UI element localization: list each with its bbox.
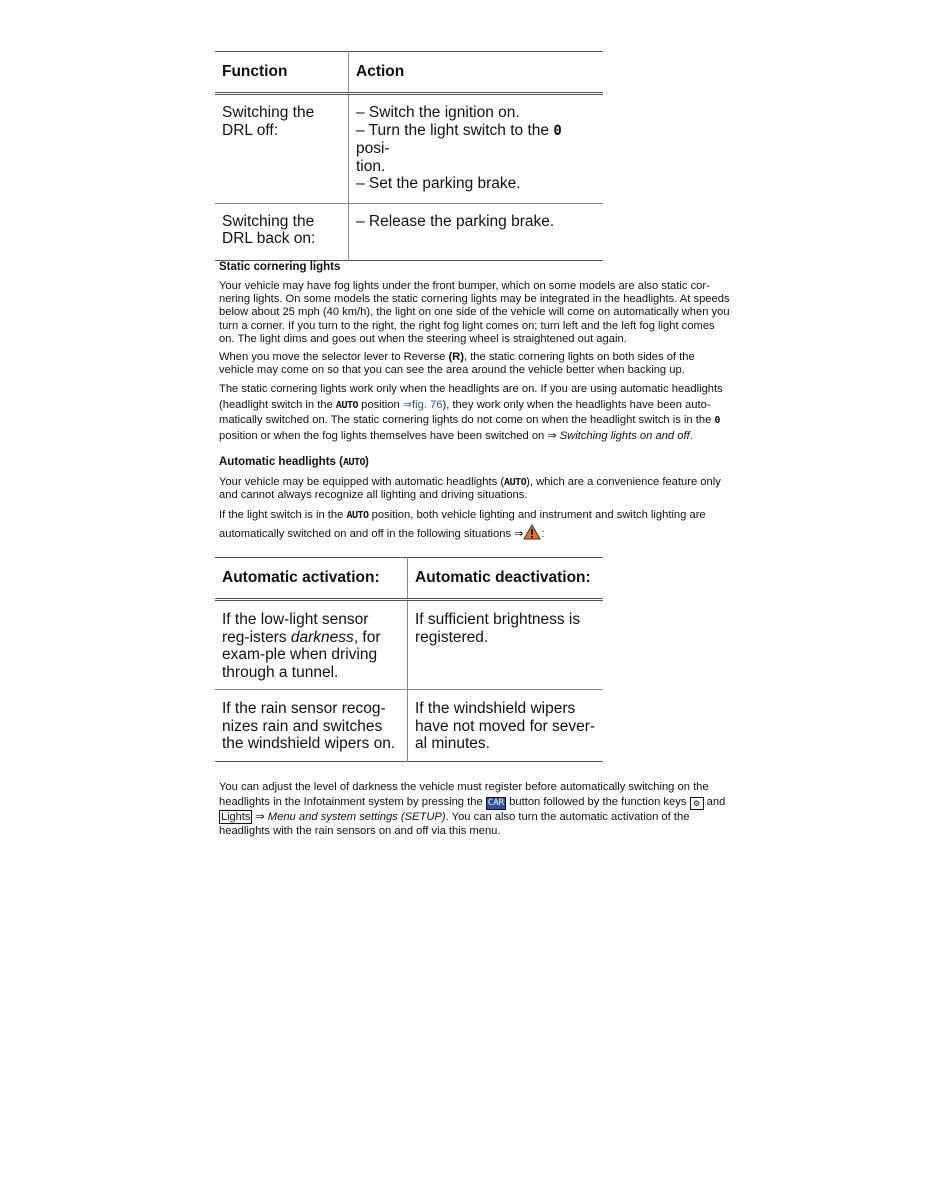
car-key-button[interactable]: CAR <box>487 797 505 808</box>
paragraph: The static cornering lights work only when the headlights are on. If you are using automatic headlights (headlight switch in the AUTO position ⇒fig. 76), they work only when the headlights have been auto-matically switched on. The static cornering lights do not come on when the headlight switch is in the 0 position or when the fog lights themselves have been switched on ⇒ Switching lights on and off. <box>219 383 723 442</box>
drl-table-header <box>215 52 603 94</box>
header-function: Function <box>215 52 349 94</box>
header-deactivation: Automatic deactivation: <box>408 558 604 600</box>
action-cell: – Release the parking brake. <box>356 212 555 230</box>
table-row <box>215 690 603 762</box>
auto-headlights-body <box>219 476 731 551</box>
paragraph: When you move the selector lever to Reverse (R), the static cornering lights on both sides of the vehicle may come on so that you can see the area around the vehicle better when backing up. <box>219 351 695 377</box>
paragraph: If the light switch is in the AUTO position, both vehicle lighting and instrument and switch lighting are automatically switched on and off in the following situations ⇒ : <box>219 507 731 546</box>
deactivation-cell: If sufficient brightness is registered. <box>408 600 604 690</box>
action-cell: – Switch the ignition on. – Turn the light switch to the 0 posi- tion. – Set the parking brake. <box>349 94 604 204</box>
lights-key-button[interactable]: Lights <box>221 810 251 823</box>
activation-cell: If the rain sensor recog-nizes rain and switches the windshield wipers on. <box>215 690 408 762</box>
function-cell: Switching the DRL off: <box>215 94 349 204</box>
static-cornering-body <box>219 280 731 449</box>
settings-key-icon[interactable]: ⚙ <box>690 797 704 810</box>
deactivation-cell: If the windshield wipers have not moved for sever-al minutes. <box>415 700 596 752</box>
table-row <box>215 94 603 204</box>
function-cell: Switching the DRL back on: <box>215 203 349 260</box>
closing-body <box>219 780 731 844</box>
fig-76-link[interactable]: ⇒fig. 76 <box>402 398 443 411</box>
drl-table <box>215 51 603 261</box>
paragraph: Your vehicle may have fog lights under the front bumper, which on some models are also static cor-nering lights. On some models the static cornering lights may be integrated in the headlights. At speeds below about 25 mph (40 km/h), the light on one side of the vehicle will come on automatically when you turn a corner. If you turn to the right, the right fog light comes on; turn left and the left fog light comes on. The light dims and goes out when the steering wheel is straightened out again. <box>219 280 730 345</box>
section-heading-static-cornering: Static cornering lights <box>219 261 341 273</box>
auto-activation-table <box>215 557 603 762</box>
table-row <box>215 203 603 260</box>
table-row <box>215 600 603 690</box>
activation-cell: If the low-light sensor reg-isters darkness, for exam-ple when driving through a tunnel. <box>215 600 408 690</box>
switching-lights-ref-link[interactable]: Switching lights on and off <box>559 429 690 442</box>
auto-table-header <box>215 558 603 600</box>
header-activation: Automatic activation: <box>215 558 408 600</box>
header-action: Action <box>349 52 604 94</box>
menu-settings-ref-link[interactable]: Menu and system settings (SETUP) <box>267 810 446 823</box>
warning-triangle-icon[interactable] <box>523 524 541 546</box>
paragraph: You can adjust the level of darkness the vehicle must register before automatically switching on the headlights in the Infotainment system by pressing the CAR button followed by the function keys ⚙ and Lights ⇒ Menu and system settings (SETUP). You can also turn the automatic activation of the headlights with the rain sensors on and off via this menu. <box>219 781 726 837</box>
paragraph: Your vehicle may be equipped with automatic headlights (AUTO), which are a convenience feature only and cannot always recognize all lighting and driving situations. <box>219 476 721 502</box>
section-heading-auto-headlights: Automatic headlights (AUTO) <box>219 456 369 468</box>
